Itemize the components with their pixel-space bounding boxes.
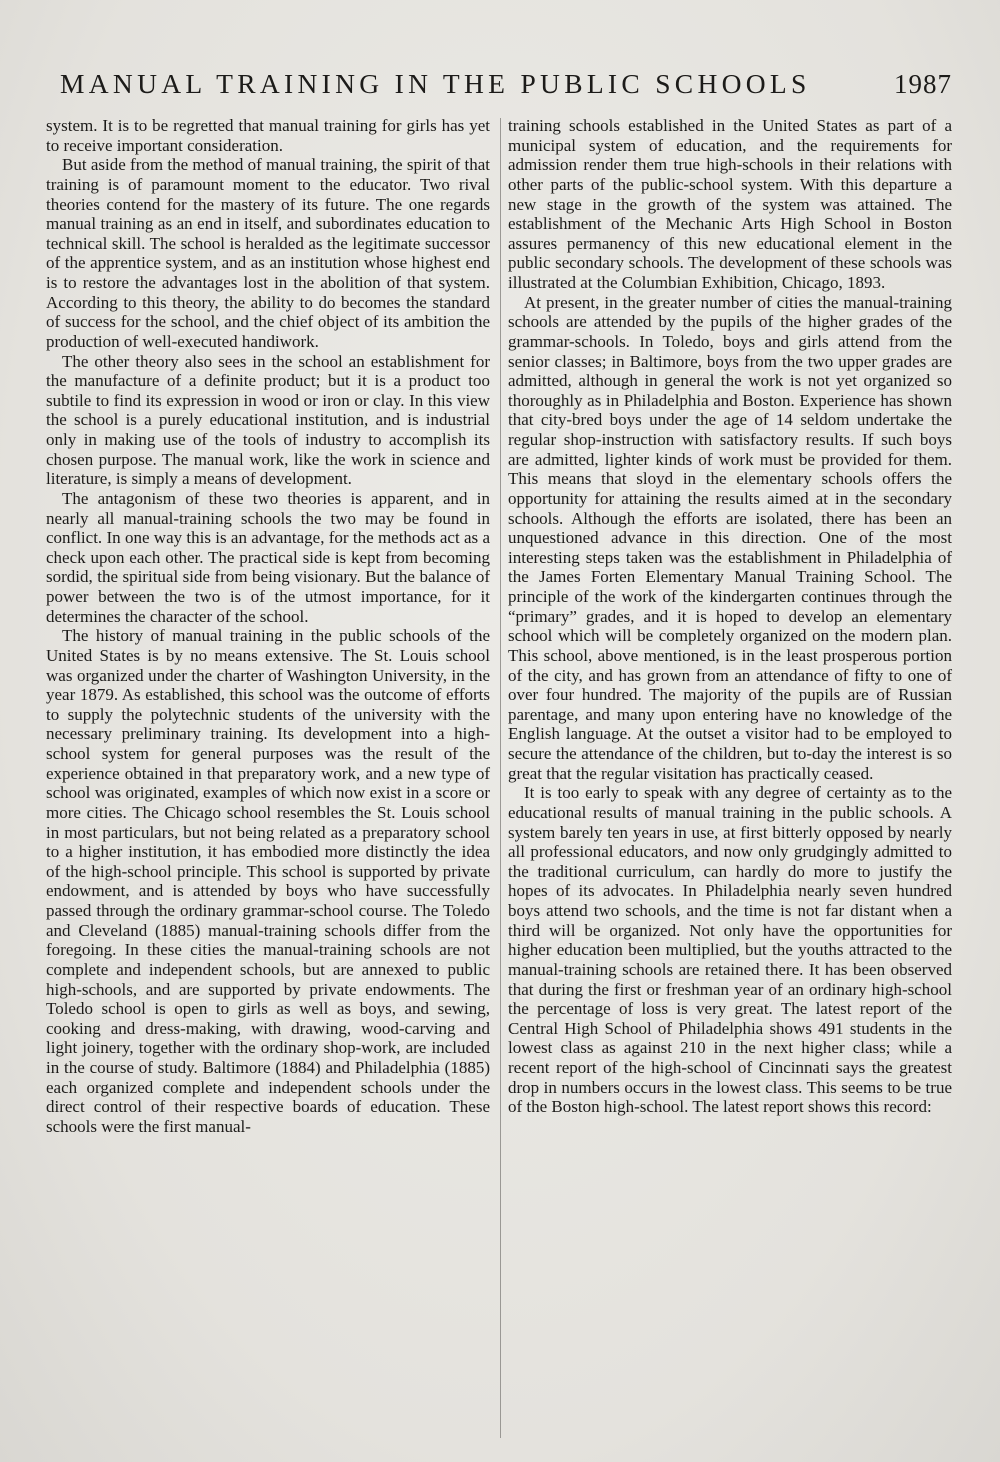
paragraph: At present, in the greater number of cities the manual-training schools are attended by the pupils of the higher grades of the grammar-schools. In Toledo, boys and girls attend from the senior classes; in Baltimore, boys from the two upper grades are admitted, although in general the work is not yet organized so thoroughly as in Philadelphia and Boston. Experience has shown that city-bred boys under the age of 14 seldom undertake the regular shop-instruction with satisfactory results. If such boys are admitted, lighter kinds of work must be provided for them. This means that sloyd in the elementary schools offers the opportunity for attaining the results aimed at in the secondary schools. Although the efforts are isolated, there has been an unquestioned advance in this direction. One of the most interesting steps taken was the establishment in Philadelphia of the James Forten Elementary Manual Training School. The principle of the work of the kindergarten continues through the “primary” grades, and it is hoped to develop an elementary school which will be completely organized on the modern plan. This school, above mentioned, is in the least prosperous portion of the city, and has grown from an attendance of fifty to one of over four hundred. The majority of the pupils are of Russian parentage, and many upon entering have no knowledge of the English language. At the outset a visitor had to be employed to secure the attendance of the children, but to-day the interest is so great that the regular visitation has practically ceased. (508, 292, 952, 783)
page-header (60, 62, 952, 106)
paragraph: The other theory also sees in the school an establishment for the manufacture of a definite product; but it is a product too subtile to find its expression in wood or iron or clay. In this view the school is a purely educational institution, and is industrial only in making use of the tools of industry to accomplish its chosen purpose. The manual work, like the work in science and literature, is simply a means of development. (46, 351, 490, 489)
page-number: 1987 (894, 68, 952, 99)
paragraph: The history of manual training in the public schools of the United States is by no means extensive. The St. Louis school was organized under the charter of Washington University, in the year 1879. As established, this school was the outcome of efforts to supply the polytechnic students of the university with the necessary preliminary training. Its development into a high-school system for general purposes was the result of the experience obtained in that preparatory work, and a new type of school was originated, examples of which now exist in a score or more cities. The Chicago school resembles the St. Louis school in most particulars, but not being related as a preparatory school to a higher institution, it has embodied more distinctly the idea of the high-school principle. This school is supported by private endowment, and is attended by boys who have successfully passed through the ordinary grammar-school course. The Toledo and Cleveland (1885) manual-training schools differ from the foregoing. In these cities the manual-training schools are not complete and independent schools, but are annexed to public high-schools, and are supported by private endowments. The Toledo school is open to girls as well as boys, and sewing, cooking and dress-making, with drawing, wood-carving and light joinery, together with the ordinary shop-work, are included in the course of study. Baltimore (1884) and Philadelphia (1885) each organized complete and independent schools under the direct control of their respective boards of education. These schools were the first manual- (46, 626, 490, 1136)
paragraph: The antagonism of these two theories is apparent, and in nearly all manual-training schools the two may be found in conflict. In one way this is an advantage, for the methods act as a check upon each other. The practical side is kept from becoming sordid, the spiritual side from being visionary. But the balance of power between the two is of the utmost importance, for it determines the character of the school. (46, 488, 490, 626)
right-column (508, 116, 952, 1117)
paragraph: training schools established in the United States as part of a municipal system of education, and the requirements for admission render them true high-schools in their relations with other parts of the public-school system. With this departure a new stage in the growth of the system was attained. The establishment of the Mechanic Arts High School in Boston assures permanency of this new educational element in the public secondary schools. The development of these schools was illustrated at the Columbian Exhibition, Chicago, 1893. (508, 116, 952, 292)
left-column (46, 116, 490, 1137)
running-title: MANUAL TRAINING IN THE PUBLIC SCHOOLS (60, 68, 811, 99)
paragraph: It is too early to speak with any degree of certainty as to the educational results of manual training in the public schools. A system barely ten years in use, at first bitterly opposed by nearly all professional educators, and now only grudgingly admitted to the traditional curriculum, can hardly do more to justify the hopes of its advocates. In Philadelphia nearly seven hundred boys attend two schools, and the time is not far distant when a third will be organized. Not only have the opportunities for higher education been multiplied, but the youths attracted to the manual-training schools are retained there. It has been observed that during the first or freshman year of an ordinary high-school the percentage of loss is very great. The latest report of the Central High School of Philadelphia shows 491 students in the lowest class as against 210 in the next higher class; while a recent report of the high-school of Cincinnati says the greatest drop in numbers occurs in the lowest class. This seems to be true of the Boston high-school. The latest report shows this record: (508, 783, 952, 1117)
column-divider (500, 118, 501, 1438)
paragraph: But aside from the method of manual training, the spirit of that training is of paramount moment to the educator. Two rival theories contend for the mastery of its future. The one regards manual training as an end in itself, and subordinates education to technical skill. The school is heralded as the legitimate successor of the apprentice system, and as an institution whose highest end is to restore the advantages lost in the abolition of that system. According to this theory, the ability to do becomes the standard of success for the school, and the chief object of its ambition the production of well-executed handiwork. (46, 155, 490, 351)
paragraph: system. It is to be regretted that manual training for girls has yet to receive important consideration. (46, 116, 490, 155)
